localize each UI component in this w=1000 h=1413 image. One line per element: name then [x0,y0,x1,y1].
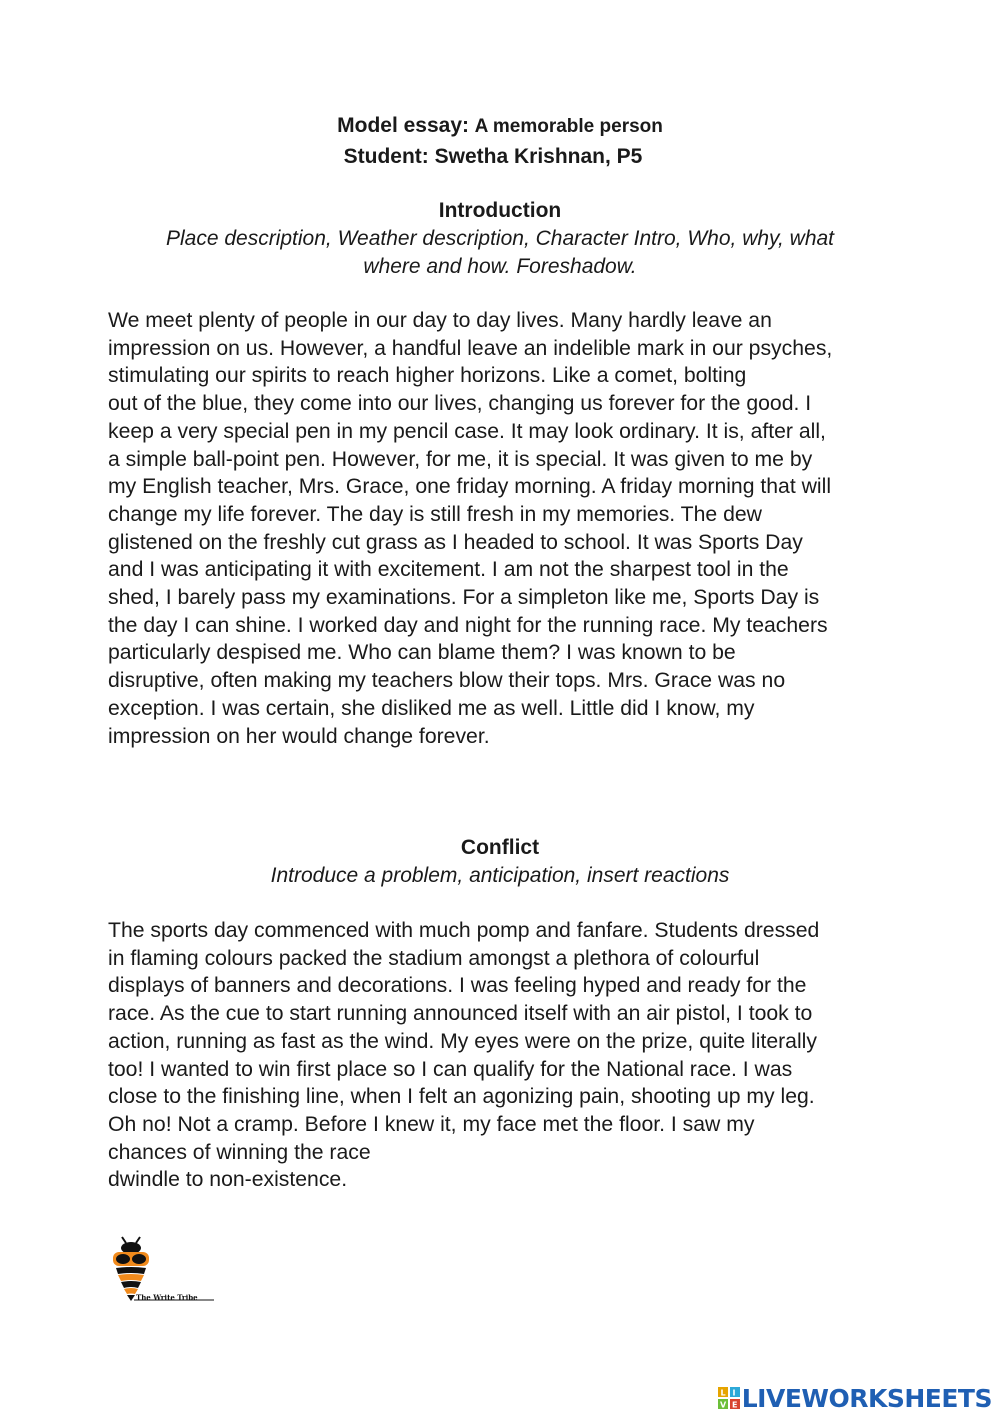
paragraph-line: particularly despised me. Who can blame them? I was known to be [108,641,736,665]
paragraph-line: action, running as fast as the wind. My eyes were on the prize, quite literally [108,1029,817,1053]
paragraph-line: too! I wanted to win first place so I can qualify for the National race. I was [108,1057,793,1081]
conflict-heading: Conflict [460,836,540,859]
paragraph-line: We meet plenty of people in our day to day lives. Many hardly leave an [108,309,772,332]
hint-line: where and how. Foreshadow. [363,255,637,278]
liveworksheets-logo-icon [718,1387,740,1409]
title-label: Model essay: [337,114,470,137]
paragraph-line: a simple ball-point pen. However, for me, it is special. It was given to me by [108,447,813,471]
paragraph-line: keep a very special pen in my pencil case. It may look ordinary. It is, after all, [108,419,826,443]
paragraph-line: impression on us. However, a handful leave an indelible mark in our psyches, [108,336,833,360]
brand-name: LIVEWORKSHEETS [741,1383,992,1413]
conflict-hint: Introduce a problem, anticipation, insert reactions [270,864,730,887]
svg-text:E: E [731,1400,738,1409]
paragraph-line: chances of winning the race [108,1140,371,1164]
paragraph-line: close to the finishing line, when I felt an agonizing pain, shooting up my leg. [108,1085,815,1109]
paragraph-line: exception. I was certain, she disliked me as well. Little did I know, my [108,696,755,720]
hint-line: Place description, Weather description, Character Intro, Who, why, what [165,227,835,250]
paragraph-line: disruptive, often making my teachers blow their tops. Mrs. Grace was no [108,669,786,693]
introduction-paragraph [108,307,908,750]
conflict-paragraph [108,917,908,1194]
paragraph-line: my English teacher, Mrs. Grace, one friday morning. A friday morning that will [108,475,832,499]
introduction-hint [120,225,880,281]
paragraph-line: race. As the cue to start running announced itself with an air pistol, I took to [108,1002,813,1026]
essay-title [0,114,1000,138]
svg-text:I: I [732,1388,736,1398]
liveworksheets-brand [718,1385,992,1411]
paragraph-line: stimulating our spirits to reach higher horizons. Like a comet, bolting [108,364,747,388]
paragraph-line: shed, I barely pass my examinations. For a simpleton like me, Sports Day is [108,586,820,610]
paragraph-line: The sports day commenced with much pomp and fanfare. Students dressed [108,919,820,942]
paragraph-line: out of the blue, they come into our lives, changing us forever for the good. I [108,392,812,416]
paragraph-line: impression on her would change forever. [108,724,490,748]
title-topic: A memorable person [474,116,663,137]
paragraph-line: displays of banners and decorations. I was feeling hyped and ready for the [108,974,807,998]
paragraph-line: Oh no! Not a cramp. Before I knew it, my face met the floor. I saw my [108,1112,755,1136]
paragraph-line: glistened on the freshly cut grass as I headed to school. It was Sports Day [108,530,803,554]
svg-text:L: L [720,1388,726,1398]
logo-text: The Write Tribe [136,1293,198,1302]
paragraph-line: and I was anticipating it with excitement. I am not the sharpest tool in the [108,558,789,582]
introduction-heading: Introduction [438,199,562,222]
paragraph-line: in flaming colours packed the stadium amongst a plethora of colourful [108,946,760,970]
student-name: Student: Swetha Krishnan, P5 [343,145,643,168]
paragraph-line: dwindle to non-existence. [108,1168,348,1192]
paragraph-line: the day I can shine. I worked day and night for the running race. My teachers [108,613,828,637]
svg-text:V: V [719,1400,726,1409]
paragraph-line: change my life forever. The day is still fresh in my memories. The dew [108,502,762,526]
